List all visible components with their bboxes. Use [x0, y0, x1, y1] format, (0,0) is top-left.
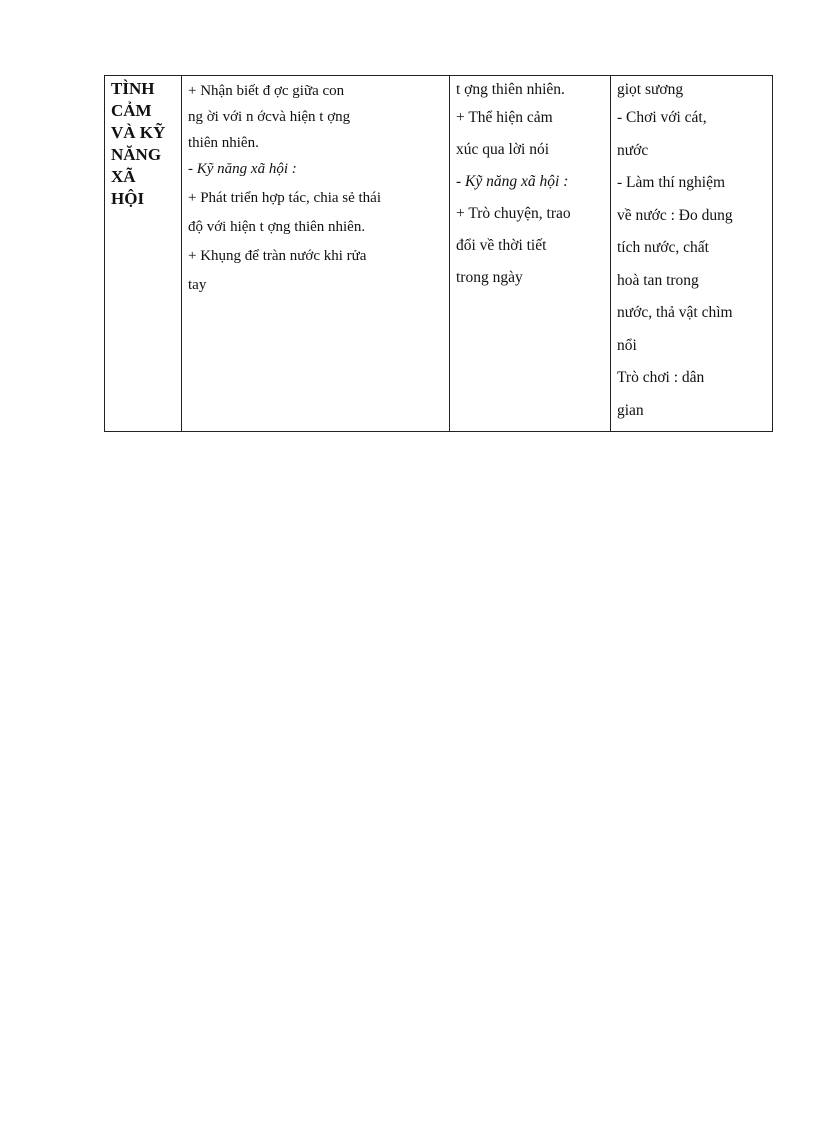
activities-cell	[611, 76, 773, 432]
text-line: + Nhận biết đ ợc giữa con	[188, 83, 345, 99]
heading-line: VÀ KỸ	[111, 123, 166, 142]
heading-line: CẢM	[111, 101, 152, 120]
text-line: nước, thả vật chìm	[617, 304, 733, 321]
text-line: + Trò chuyện, trao	[456, 205, 571, 222]
text-line: tay	[188, 277, 207, 293]
text-line: - Làm thí nghiệm	[617, 174, 726, 191]
text-line: ng ời với n ớcvà hiện t ợng	[188, 109, 351, 125]
text-line: độ với hiện t ợng thiên nhiên.	[188, 219, 366, 235]
text-line: + Khụng để tràn nước khi rửa	[188, 248, 367, 264]
heading-line: NĂNG	[111, 145, 162, 164]
content-table	[104, 75, 773, 432]
text-line: t ợng thiên nhiên.	[456, 81, 565, 98]
row-heading-cell	[105, 76, 182, 432]
text-line: nước	[617, 141, 649, 159]
text-line: đổi về thời tiết	[456, 237, 547, 254]
text-line: nổi	[617, 336, 637, 354]
text-line: thiên nhiên.	[188, 135, 259, 151]
objectives-cell	[182, 76, 450, 432]
text-line: - Chơi với cát,	[617, 109, 707, 126]
heading-line: HỘI	[111, 189, 145, 208]
text-line: giọt sương	[617, 81, 684, 98]
table-row	[105, 76, 773, 432]
subheading-line: - Kỹ năng xã hội :	[188, 161, 297, 177]
heading-line: XÃ	[111, 167, 136, 186]
text-line: tích nước, chất	[617, 239, 709, 256]
text-line: về nước : Đo dung	[617, 206, 733, 224]
text-line: trong ngày	[456, 269, 523, 286]
text-line: Trò chơi : dân	[617, 369, 705, 386]
text-line: + Phát triển hợp tác, chia sẻ thái	[188, 190, 382, 206]
text-line: + Thể hiện cảm	[456, 109, 553, 126]
heading-line: TÌNH	[111, 79, 155, 98]
subheading-line: - Kỹ năng xã hội :	[456, 173, 569, 190]
content-cell	[450, 76, 611, 432]
text-line: hoà tan trong	[617, 271, 699, 289]
text-line: gian	[617, 401, 644, 419]
text-line: xúc qua lời nói	[456, 141, 549, 158]
